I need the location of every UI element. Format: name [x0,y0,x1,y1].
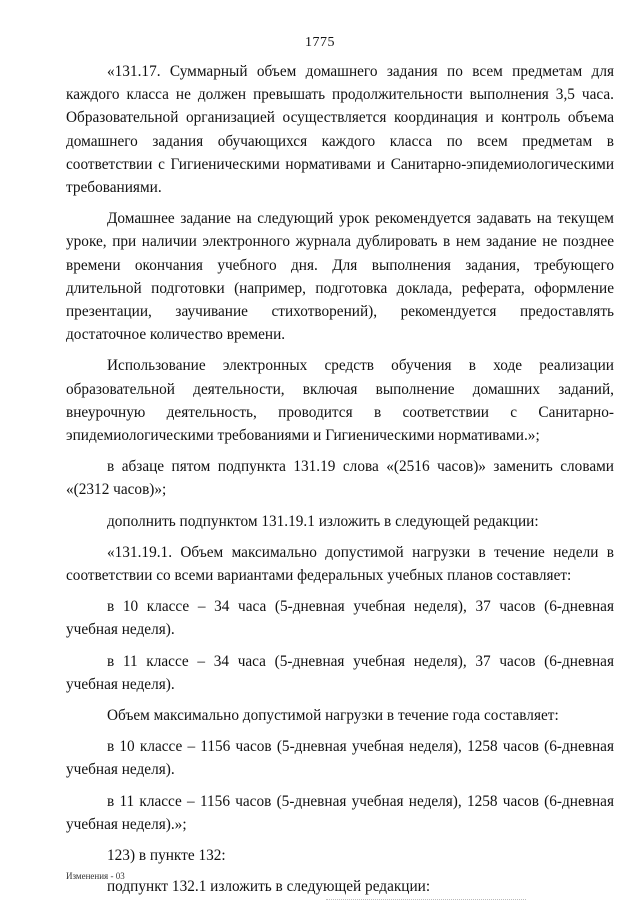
paragraph-grade-10-yearly: в 10 классе – 1156 часов (5-дневная учебная неделя), 1258 часов (6-дневная учебная неделя). [66,738,614,779]
paragraph-grade-11-weekly: в 11 классе – 34 часа (5-дневная учебная неделя), 37 часов (6-дневная учебная неделя). [66,652,614,693]
page-number: 1775 [305,35,335,50]
paragraph-131-19-amendment: в абзаце пятом подпункта 131.19 слова «(2516 часов)» заменить словами «(2312 часов)»; [66,458,614,499]
paragraph-item-123: 123) в пункте 132: [107,847,226,865]
paragraph-131-19-1-intro: «131.19.1. Объем максимально допустимой нагрузки в течение недели в соответствии со всеми вариантами федеральных учебных планов составляет: [66,543,614,585]
paragraph-132-1: подпункт 132.1 изложить в следующей редакции: [107,878,431,896]
paragraph-131-17: «131.17. Суммарный объем домашнего задания по всем предметам для каждого класса не должен превышать продолжительности выполнения 3,5 часа. Образовательной организацией осуществляется координация и контроль объема домашнего задания обучающихся каждого класса по всем предметам в соответствии с Гигиеническими нормативами и Санитарно-эпидемиологическими требованиями. [66,63,614,197]
paragraph-grade-10-weekly: в 10 классе – 34 часа (5-дневная учебная неделя), 37 часов (6-дневная учебная неделя). [66,598,614,639]
footer-note: Изменения - 03 [66,871,125,881]
paragraph-yearly-intro: Объем максимально допустимой нагрузки в течение года составляет: [107,707,559,725]
paragraph-homework-recommendation: Домашнее задание на следующий урок рекомендуется задавать на текущем уроке, при наличии электронного журнала дублировать в нем задание не позднее времени окончания учебного дня. Для выполнения задания, требующего длительной подготовки (например, подготовка доклада, реферата, оформление презентации, заучивание стихотворений), рекомендуется предоставлять достаточное количество времени. [66,210,614,344]
document-body [66,60,614,899]
paragraph-grade-11-yearly: в 11 классе – 1156 часов (5-дневная учебная неделя), 1258 часов (6-дневная учебная неделя).»; [66,792,614,833]
bottom-divider [326,899,526,901]
paragraph-add-131-19-1: дополнить подпунктом 131.19.1 изложить в следующей редакции: [107,512,539,530]
paragraph-electronic-means: Использование электронных средств обучения в ходе реализации образовательной деятельности, включая выполнение домашних заданий, внеурочную деятельность, проводится в соответствии с Санитарно-эпидемиологическими требованиями и Гигиеническими нормативами.»; [66,357,614,445]
